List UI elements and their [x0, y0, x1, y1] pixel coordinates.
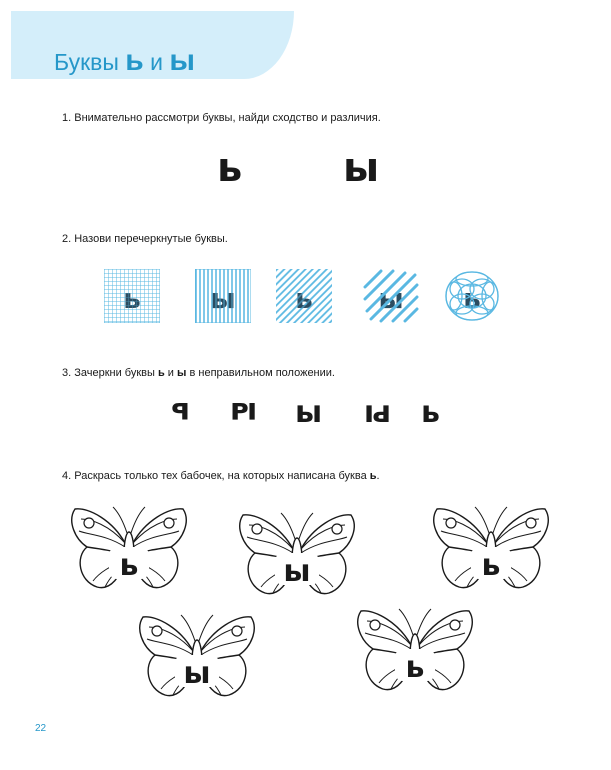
task-3-text-a: 3. Зачеркни буквы	[62, 367, 158, 379]
butterfly-3-letter: ь	[481, 548, 501, 583]
position-letter-5-correct[interactable]: ь	[421, 395, 440, 430]
butterfly-4[interactable]	[135, 607, 259, 705]
task-4-letter-soft: ь	[369, 470, 377, 482]
compare-letter-soft-sign: ь	[217, 145, 243, 191]
task-4-instruction	[62, 470, 380, 482]
crossed-tile-diagonal-lines	[276, 269, 332, 323]
task-2-instruction: 2. Назови перечеркнутые буквы.	[62, 233, 228, 245]
crossed-letter-5: ь	[463, 282, 481, 315]
task-4-text-a: 4. Раскрась только тех бабочек, на которых написана буква	[62, 470, 370, 482]
page-title	[54, 44, 195, 78]
crossed-letter-4: ы	[378, 282, 404, 315]
butterfly-1-letter: ь	[119, 548, 139, 583]
title-letter-yery: ы	[169, 44, 196, 77]
butterfly-1[interactable]	[67, 499, 191, 597]
crossed-tile-loops	[444, 269, 500, 323]
position-letter-3-correct[interactable]: ы	[295, 395, 323, 430]
position-letter-1-rotated[interactable]: ь	[171, 395, 190, 430]
task-3-letter-yery: ы	[177, 367, 187, 379]
butterfly-2-letter: ы	[283, 554, 311, 589]
task-1-instruction: 1. Внимательно рассмотри буквы, найди сходство и различия.	[62, 112, 381, 124]
task-3-text-b: и	[164, 367, 178, 379]
title-word: Буквы	[54, 49, 119, 75]
butterfly-5[interactable]	[353, 601, 477, 699]
butterfly-3[interactable]	[429, 499, 553, 597]
workbook-page	[11, 11, 601, 761]
task-3-instruction	[62, 367, 335, 379]
page-number: 22	[35, 723, 47, 734]
task-3-text-c: в неправильном положении.	[186, 367, 335, 379]
crossed-tile-grid	[104, 269, 160, 323]
title-letter-soft-sign: ь	[125, 44, 144, 77]
task-3-letter-soft: ь	[157, 367, 165, 379]
butterfly-2[interactable]	[235, 505, 359, 603]
task-4-text-c: .	[376, 470, 380, 482]
position-letter-2-flipped[interactable]: ы	[230, 395, 258, 430]
title-conjunction: и	[150, 49, 163, 75]
butterfly-5-letter: ь	[405, 650, 425, 685]
crossed-tile-scribble-lines	[363, 269, 419, 323]
crossed-tile-vertical-lines	[195, 269, 251, 323]
position-letter-4-mirrored[interactable]: ы	[364, 395, 392, 430]
compare-letter-yery: ы	[343, 145, 380, 191]
butterfly-4-letter: ы	[183, 656, 211, 691]
